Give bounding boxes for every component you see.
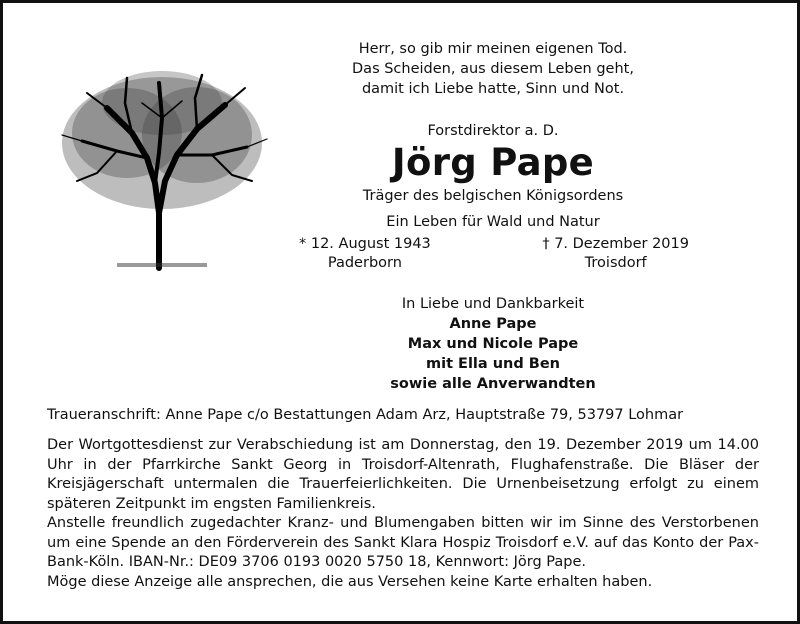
quote-line-2: Das Scheiden, aus diesem Leben geht, bbox=[352, 61, 634, 77]
family-name: Max und Nicole Pape bbox=[407, 336, 579, 352]
quote-line-1: Herr, so gib mir meinen eigenen Tod. bbox=[358, 41, 628, 57]
family-name: mit Ella und Ben bbox=[425, 356, 561, 372]
birth-date: * 12. August 1943 bbox=[299, 236, 431, 252]
family-intro: In Liebe und Dankbarkeit bbox=[401, 296, 585, 312]
death-info bbox=[542, 235, 689, 273]
honor-line: Träger des belgischen Königsordens bbox=[362, 188, 624, 204]
quote-line-3: damit ich Liebe hatte, Sinn und Not. bbox=[361, 81, 625, 97]
life-dates bbox=[299, 235, 689, 273]
service-info bbox=[47, 436, 759, 592]
mourning-address: Traueranschrift: Anne Pape c/o Bestattungen Adam Arz, Hauptstraße 79, 53797 Lohmar bbox=[47, 407, 684, 423]
tree-illustration bbox=[47, 63, 277, 273]
service-paragraph: Der Wortgottesdienst zur Verabschiedung ist am Donnerstag, den 19. Dezember 2019 um 14.00 Uhr in der Pfarrkirche Sankt Georg in Troisdorf-Altenrath, Flughafenstraße. Die Bläser der Kreisjägerschaft untermalen die Trauerfeierlichkeiten. Die Urnenbeisetzung erfolgt zu einem späteren Zeitpunkt im engsten Familienkreis. bbox=[47, 437, 759, 512]
family-name: sowie alle Anverwandten bbox=[390, 376, 596, 392]
family-block bbox=[293, 294, 693, 394]
death-date: † 7. Dezember 2019 bbox=[542, 236, 689, 252]
deceased-name: Jörg Pape bbox=[391, 141, 595, 184]
job-title: Forstdirektor a. D. bbox=[427, 123, 559, 139]
quote bbox=[293, 39, 693, 99]
family-name: Anne Pape bbox=[449, 316, 537, 332]
motto-line: Ein Leben für Wald und Natur bbox=[386, 214, 600, 230]
birth-info bbox=[299, 235, 431, 273]
birth-place: Paderborn bbox=[327, 255, 402, 271]
closing-paragraph: Möge diese Anzeige alle ansprechen, die aus Versehen keine Karte erhalten haben. bbox=[47, 573, 653, 590]
donation-paragraph: Anstelle freundlich zugedachter Kranz- und Blumengaben bitten wir im Sinne des Verstorbenen um eine Spende an den Förderverein des Sankt Klara Hospiz Troisdorf e.V. auf das Konto der Pax-Bank-Köln. IBAN-Nr.: DE09 3706 0193 0020 5750 18, Kennwort: Jörg Pape. bbox=[47, 515, 759, 570]
death-place: Troisdorf bbox=[584, 255, 647, 271]
